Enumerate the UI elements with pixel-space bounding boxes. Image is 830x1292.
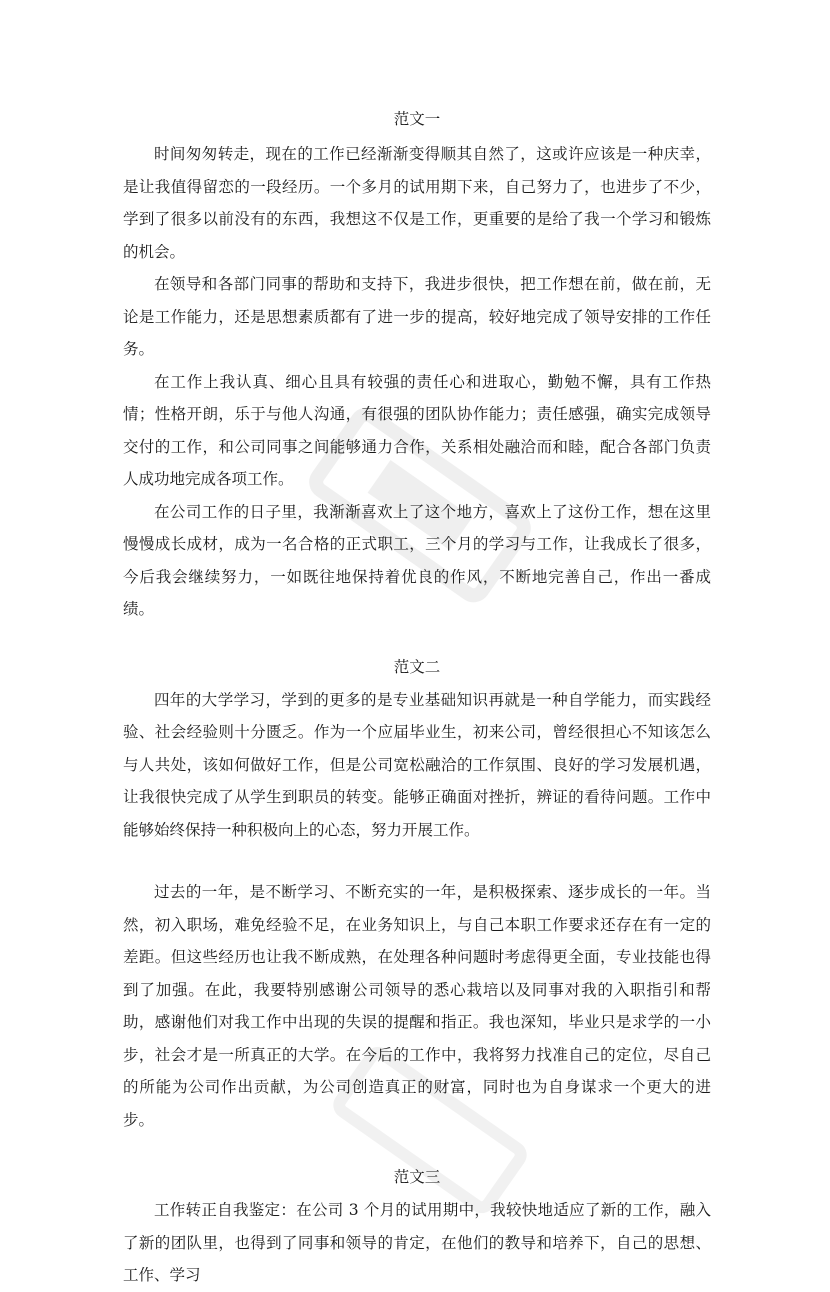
section-heading-1: 范文一 [393, 110, 441, 128]
section-heading-3: 范文三 [393, 1168, 441, 1186]
section1-paragraph-1: 时间匆匆转走，现在的工作已经渐渐变得顺其自然了，这或许应该是一种庆幸，是让我值得留恋的一段经历。一个多月的试用期下来，自己努力了，也进步了不少，学到了很多以前没有的东西，我想这不仅是工作，更重要的是给了我一个学习和锻炼的机会。 [123, 145, 711, 261]
section1-paragraph-4: 在公司工作的日子里，我渐渐喜欢上了这个地方，喜欢上了这份工作，想在这里慢慢成长成材，成为一名合格的正式职工，三个月的学习与工作，让我成长了很多，今后我会继续努力，一如既往地保持着优良的作风，不断地完善自己，作出一番成绩。 [123, 502, 711, 618]
section2-paragraph-2: 过去的一年，是不断学习、不断充实的一年，是积极探索、逐步成长的一年。当然，初入职场，难免经验不足，在业务知识上，与自己本职工作要求还存在有一定的差距。但这些经历也让我不断成熟，在处理各种问题时考虑得更全面，专业技能也得到了加强。在此，我要特别感谢公司领导的悉心栽培以及同事对我的入职指引和帮助，感谢他们对我工作中出现的失误的提醒和指正。我也深知，毕业只是求学的一小步，社会才是一所真正的大学。在今后的工作中，我将努力找准自己的定位，尽自己的所能为公司作出贡献，为公司创造真正的财富，同时也为自身谋求一个更大的进步。 [123, 883, 711, 1129]
paragraph-spacer [123, 846, 711, 876]
section1-paragraph-2: 在领导和各部门同事的帮助和支持下，我进步很快，把工作想在前，做在前，无论是工作能力，还是思想素质都有了进一步的提高，较好地完成了领导安排的工作任务。 [123, 275, 711, 358]
section-heading-2: 范文二 [393, 657, 441, 676]
document-body [123, 104, 711, 1292]
section3-paragraph-1: 工作转正自我鉴定：在公司 3 个月的试用期中，我较快地适应了新的工作，融入了新的团队里，也得到了同事和领导的肯定，在他们的教导和培养下，自己的思想、工作、学习 [123, 1201, 711, 1284]
section2-paragraph-1: 四年的大学学习，学到的更多的是专业基础知识再就是一种自学能力，而实践经验、社会经验则十分匮乏。作为一个应届毕业生，初来公司，曾经很担心不知该怎么与人共处，该如何做好工作，但是公司宽松融洽的工作氛围、良好的学习发展机遇，让我很快完成了从学生到职员的转变。能够正确面对挫折，辨证的看待问题。工作中能够始终保持一种积极向上的心态，努力开展工作。 [123, 690, 711, 839]
section1-paragraph-3: 在工作上我认真、细心且具有较强的责任心和进取心，勤勉不懈，具有工作热情；性格开朗，乐于与他人沟通，有很强的团队协作能力；责任感强，确实完成领导交付的工作，和公司同事之间能够通力合作，关系相处融洽而和睦，配合各部门负责人成功地完成各项工作。 [123, 372, 711, 488]
